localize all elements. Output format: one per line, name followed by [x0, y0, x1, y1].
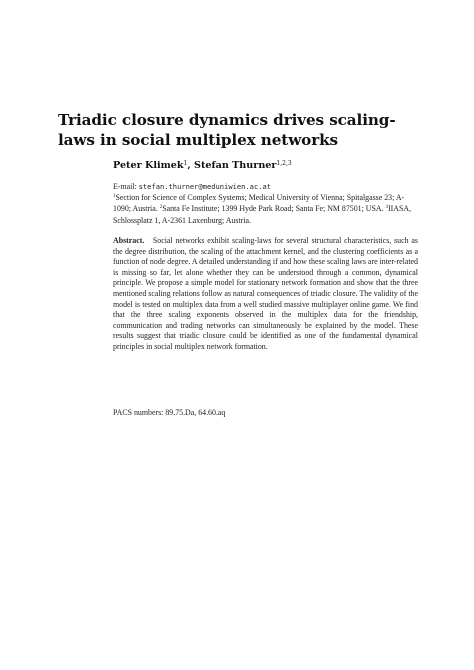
- author-name: Peter Klimek: [113, 160, 184, 171]
- paper-title: Triadic closure dynamics drives scaling-laws in social multiplex networks: [58, 111, 396, 149]
- affiliation-item: IIASA, Schlossplatz 1, A-2361 Laxenburg; Austria.: [113, 204, 412, 225]
- abstract-label: Abstract.: [113, 236, 145, 245]
- email-line: [113, 181, 419, 192]
- abstract-text: Social networks exhibit scaling-laws for several structural characteristics, such as the degree distribution, the scaling of the attachment kernel, and the clustering coefficients as a function of node degree. A detailed understanding if and how these scaling laws are inter-related is missing so far, let alone whether they can be understood through a common, dynamical principle. We propose a simple model for stationary network formation and show that the three mentioned scaling relations follow as natural consequences of triadic closure. The validity of the model is tested on multiplex data from a well studied massive multiplayer online game. We find that the three scaling exponents observed in the multiplex data for the friendship, communication and trading networks can simultaneously be explained by the model. These results suggest that triadic closure could be identified as one of the fundamental dynamical principles in social multiplex network formation.: [113, 236, 418, 351]
- affiliation-item: Santa Fe Institute; 1399 Hyde Park Road; Santa Fe; NM 87501; USA.: [162, 204, 386, 214]
- author-affiliation-mark: 1,2,3: [276, 160, 292, 167]
- pacs-numbers: PACS numbers: 89.75.Da, 64.60.aq: [113, 408, 226, 417]
- affiliation-mark: 2: [159, 205, 163, 211]
- affiliation-item: Section for Science of Complex Systems; Medical University of Vienna; Spitalgasse 23; A-1090; Austria.: [113, 193, 405, 214]
- author-separator: ,: [187, 160, 195, 171]
- affiliation-mark: 1: [113, 194, 116, 200]
- abstract: [113, 236, 418, 353]
- email-label: E-mail:: [113, 182, 139, 191]
- email-address[interactable]: stefan.thurner@meduniwien.ac.at: [138, 182, 272, 191]
- affiliations-block: [113, 181, 419, 226]
- affiliation-text: [113, 192, 419, 226]
- author-name: Stefan Thurner: [194, 160, 277, 171]
- author-affiliation-mark: 1: [183, 160, 188, 167]
- affiliation-mark: 3: [385, 205, 389, 211]
- author-list: [113, 160, 292, 172]
